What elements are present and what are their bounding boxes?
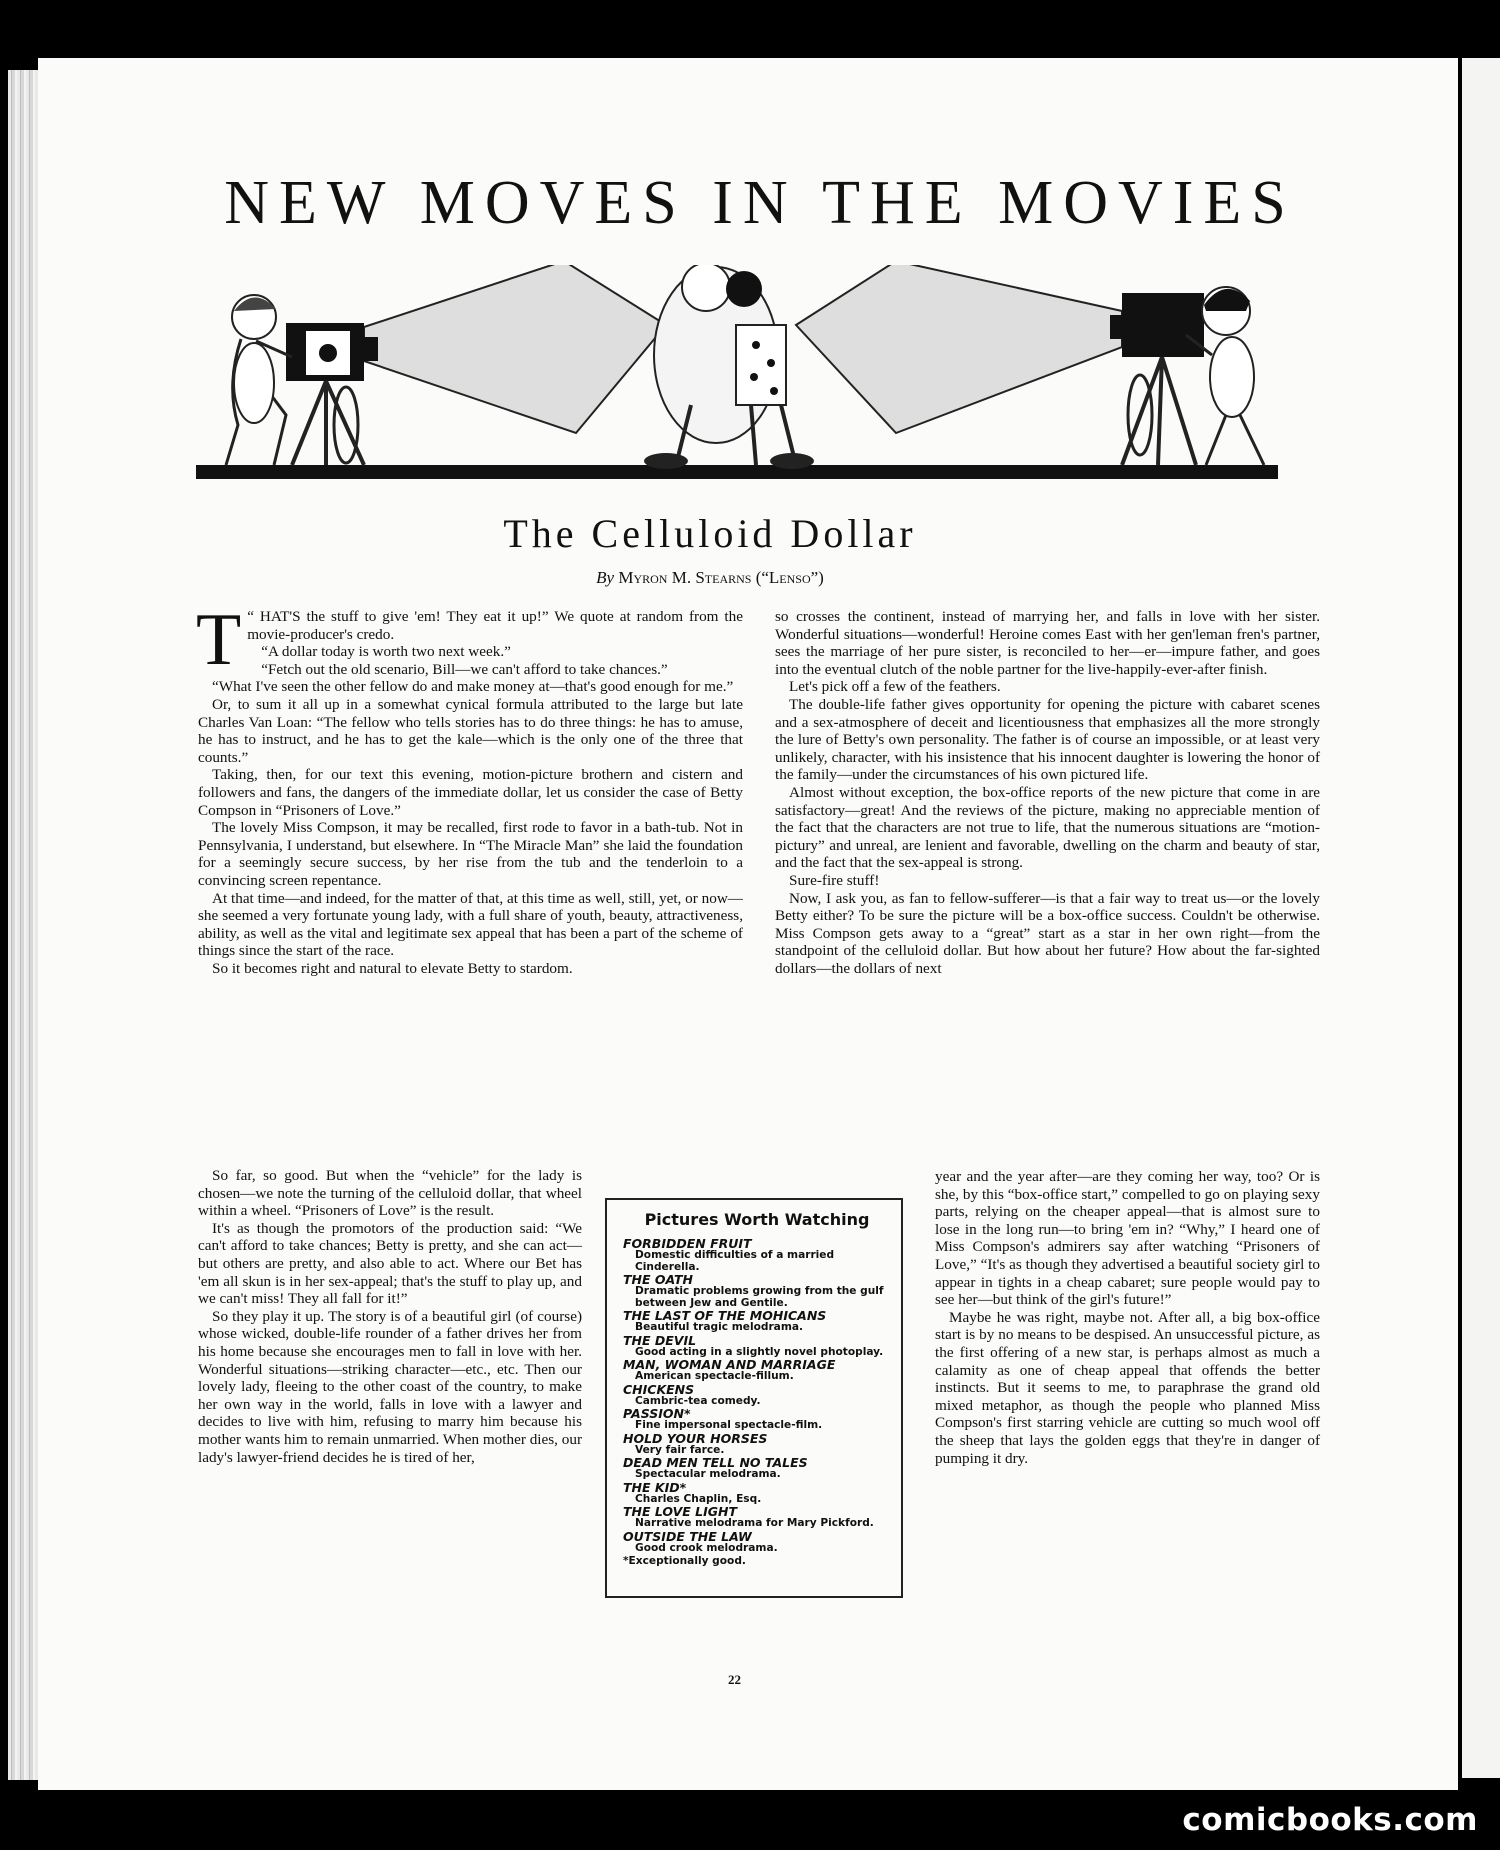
stage-floor-bar — [196, 465, 1278, 479]
paragraph-text: Sure-fire stuff! — [789, 871, 880, 889]
film-title: THE OATH — [623, 1272, 693, 1287]
film-title: OUTSIDE THE LAW — [623, 1528, 752, 1544]
byline — [430, 568, 990, 588]
paragraph — [198, 643, 743, 661]
paragraph — [198, 696, 743, 766]
film-listing — [623, 1456, 891, 1481]
paragraph-text: Now, I ask you, as fan to fellow-sufferer—is that a fair way to treat us—or the lovely Betty either? To be sure the picture will be a box-office success. Couldn't be otherwise. Miss Compson gets away to a “great” start as a star in her own right—from the standpoint of the celluloid dollar. But how about her future? How about the far-sighted dollars—the dollars of next — [775, 889, 1320, 977]
film-description: Charles Chaplin, Esq. — [635, 1492, 762, 1505]
sidebar-footnote: *Exceptionally good. — [623, 1555, 746, 1567]
film-listing — [623, 1505, 891, 1530]
paragraph — [198, 1167, 582, 1220]
film-description: Good acting in a slightly novel photoplay. — [635, 1345, 884, 1358]
column-left-top — [196, 599, 743, 977]
paragraph-text: The lovely Miss Compson, it may be recalled, first rode to favor in a bath-tub. Not in Pennsylvania, I understand, but elsewhere. In “The Miracle Man” she laid the foundation for a seemingly secure success, by her rise from the tub and the tenderloin to a convincing screen repentance. — [198, 819, 743, 889]
film-title: CHICKENS — [623, 1381, 695, 1397]
paragraph-text: “What I've seen the other fellow do and make money at—that's good enough for me.” — [212, 678, 734, 696]
paragraph — [198, 1308, 582, 1466]
embracing-couple — [644, 265, 814, 469]
paragraph — [775, 890, 1320, 978]
film-listing — [623, 1273, 891, 1309]
film-title: HOLD YOUR HORSES — [623, 1430, 768, 1446]
film-description: Cambric-tea comedy. — [635, 1394, 761, 1407]
paragraph — [198, 1220, 582, 1308]
film-title: FORBIDDEN FRUIT — [623, 1236, 752, 1251]
paragraph — [775, 872, 1320, 890]
film-description: Spectacular melodrama. — [635, 1468, 781, 1480]
film-description: Domestic difficulties of a married Cinderella. — [635, 1249, 835, 1273]
film-listing — [623, 1407, 891, 1432]
left-camera — [286, 323, 378, 465]
film-description: Narrative melodrama for Mary Pickford. — [635, 1517, 874, 1529]
film-listing — [623, 1530, 891, 1555]
right-camera — [1110, 293, 1204, 465]
author-name: Myron M. Stearns (“Lenso”) — [618, 568, 824, 587]
paragraph-text: so crosses the continent, instead of marrying her, and falls in love with her sister. Wonderful situations—wonderful! Heroine comes East with her gen'leman fren's partner, sees the marriage of her pure sister, is reconciled to her—er—impure father, and goes into the eventual clutch of the noble partner for the live-happily-ever-after finish. — [775, 608, 1320, 678]
film-listing — [623, 1358, 891, 1383]
film-description: Dramatic problems growing from the gulf between Jew and Gentile. — [635, 1285, 884, 1309]
paragraph — [198, 766, 743, 819]
paragraph — [935, 1168, 1320, 1309]
paragraph-text: Taking, then, for our text this evening, motion-picture brothern and cistern and followers and fans, the dangers of the immediate dollar, let us consider the case of Betty Compson in “Prisoners of Love.” — [198, 766, 743, 819]
paragraph-text: year and the year after—are they coming her way, too? Or is she, by this “box-office start,” compelled to go on playing sexy parts, relying on the cheaper appeal—that is almost sure to lose in the long run—to bring 'em in? “Why,” I heard one of Miss Compson's admirers say after watching “Prisoners of Love,” “It's as though they advertised a beautiful society girl to appear in tights in a cheap cabaret; sure people would pay to see her—but think of the girl's future!” — [935, 1168, 1320, 1309]
paragraph — [775, 678, 1320, 696]
paragraph-text: “A dollar today is worth two next week.” — [261, 643, 511, 661]
left-light-beam — [364, 265, 666, 433]
page-number: 22 — [728, 1672, 741, 1687]
film-listing — [623, 1432, 891, 1457]
section-headline: NEW MOVES IN THE MOVIES — [224, 169, 1296, 237]
paragraph — [198, 890, 743, 960]
right-light-beam — [796, 265, 1122, 433]
paragraph-text: Maybe he was right, maybe not. After all, a big box-office start is by no means to be despised. An unsuccessful picture, as the first offering of a new star, is perhaps almost as much a calamity as one of cheap appeal that offends the better instincts. But it seems to me, to paraphrase the grand old mixed metaphor, as though the people who planned Miss Compson's first starring vehicle are cutting so much wool off the sheep that lays the golden eggs that they're in danger of pumping it dry. — [935, 1308, 1320, 1467]
paragraph — [775, 608, 1320, 678]
paragraph-text: Let's pick off a few of the feathers. — [789, 678, 1001, 696]
film-listing — [623, 1237, 891, 1273]
paragraph-text: So they play it up. The story is of a beautiful girl (of course) whose wicked, double-life rounder of a father drives her from his home because she encourages men to fall in love with her. Wonderful situations—striking character—etc., etc. Then our lovely lady, fleeing to the other coast of the country, to make her own way in the world, falls in love with a lawyer and decides to live with him, refusing to marry him because his mother wants him to remain unmarried. When mother dies, our lady's lawyer-friend decides he is tired of her, — [198, 1307, 582, 1466]
film-title: THE LOVE LIGHT — [623, 1504, 738, 1519]
site-watermark: comicbooks.com — [1182, 1802, 1478, 1838]
column-right-bottom — [935, 1168, 1320, 1467]
film-listing — [623, 1334, 891, 1359]
paragraph — [775, 696, 1320, 784]
column-left-bottom — [198, 1167, 582, 1466]
film-title: THE DEVIL — [623, 1332, 697, 1348]
paragraph-text: The double-life father gives opportunity for opening the picture with cabaret scenes and a sex-atmosphere of deceit and licentiousness that emphasizes all the more strongly the lure of Betty's own personality. The father is of course an impossible, or at least very unlikely, character, with his insistence that his innocent daughter is lowering the honor of the family—under the circumstances of his own pictured life. — [775, 695, 1320, 784]
paragraph — [198, 960, 743, 978]
film-description: Fine impersonal spectacle-film. — [635, 1419, 823, 1431]
paragraph-text: At that time—and indeed, for the matter of that, at this time as well, still, yet, or now—she seemed a very fortunate young lady, with a full share of youth, beauty, attractiveness, ability, as well as the vital and legitimate sex appeal that has been a part of the scheme of things since the start of the race. — [198, 889, 743, 960]
paragraph-text: It's as though the promotors of the production said: “We can't afford to take chances; Betty is pretty, and she can act—but others are pretty, and also able to act. Where our Bet has 'em all skun is in her sex-appeal; that's the stuff to play up, and we can't miss! They all fall for it!” — [198, 1219, 582, 1308]
paragraph — [198, 819, 743, 889]
sidebar-title: Pictures Worth Watching — [644, 1210, 870, 1229]
paragraph — [775, 784, 1320, 872]
film-description: American spectacle-fillum. — [635, 1370, 794, 1382]
paragraph — [198, 678, 743, 696]
paragraph — [198, 661, 743, 679]
film-listing — [623, 1481, 891, 1506]
film-listing — [623, 1383, 891, 1408]
sidebar-list — [623, 1237, 891, 1554]
article-title: The Celluloid Dollar — [503, 511, 917, 556]
paragraph-text: So it becomes right and natural to elevate Betty to stardom. — [212, 959, 573, 977]
film-title: PASSION* — [623, 1406, 691, 1421]
film-description: Beautiful tragic melodrama. — [635, 1321, 804, 1333]
film-title: THE LAST OF THE MOHICANS — [623, 1308, 827, 1323]
paragraph-text: “Fetch out the old scenario, Bill—we can't afford to take chances.” — [261, 660, 668, 678]
film-title: THE KID* — [623, 1479, 687, 1495]
film-listing — [623, 1309, 891, 1334]
pictures-worth-watching-box — [605, 1198, 903, 1598]
film-description: Very fair farce. — [635, 1443, 725, 1456]
paragraph-text: So far, so good. But when the “vehicle” for the lady is chosen—we note the turning of the celluloid dollar, that wheel within a wheel. “Prisoners of Love” is the result. — [198, 1167, 582, 1220]
paragraph-text: Almost without exception, the box-office reports of the new picture that come in are satisfactory—great! And the reviews of the picture, making no appreciable mention of the fact that the characters are not true to life, that the numerous situations are “motion-pictury” and unreal, are lenient and favorable, dwelling on the charm and beauty of star, and the fact that the sex-appeal is strong. — [775, 783, 1320, 872]
paragraph-text: Or, to sum it all up in a somewhat cynical formula attributed to the large but late Charles Van Loan: “The fellow who tells stories has to do three things: he has to amuse, he has to instruct, and he has to get the kale—which is the only one of the three that counts.” — [198, 695, 743, 766]
film-title: DEAD MEN TELL NO TALES — [623, 1455, 808, 1470]
paragraph-text: “ HAT'S the stuff to give 'em! They eat it up!” We quote at random from the movie-producer's credo. — [247, 608, 743, 643]
drop-cap: T — [196, 599, 242, 681]
paragraph — [935, 1309, 1320, 1467]
cherub-cameramen-illustration — [196, 265, 1278, 487]
film-description: Good crook melodrama. — [635, 1541, 778, 1554]
byline-prefix: By — [596, 568, 615, 587]
left-cherub — [226, 295, 292, 465]
facing-page-edge — [1462, 58, 1500, 1778]
film-title: MAN, WOMAN AND MARRIAGE — [623, 1357, 836, 1372]
column-right-top — [775, 608, 1320, 977]
